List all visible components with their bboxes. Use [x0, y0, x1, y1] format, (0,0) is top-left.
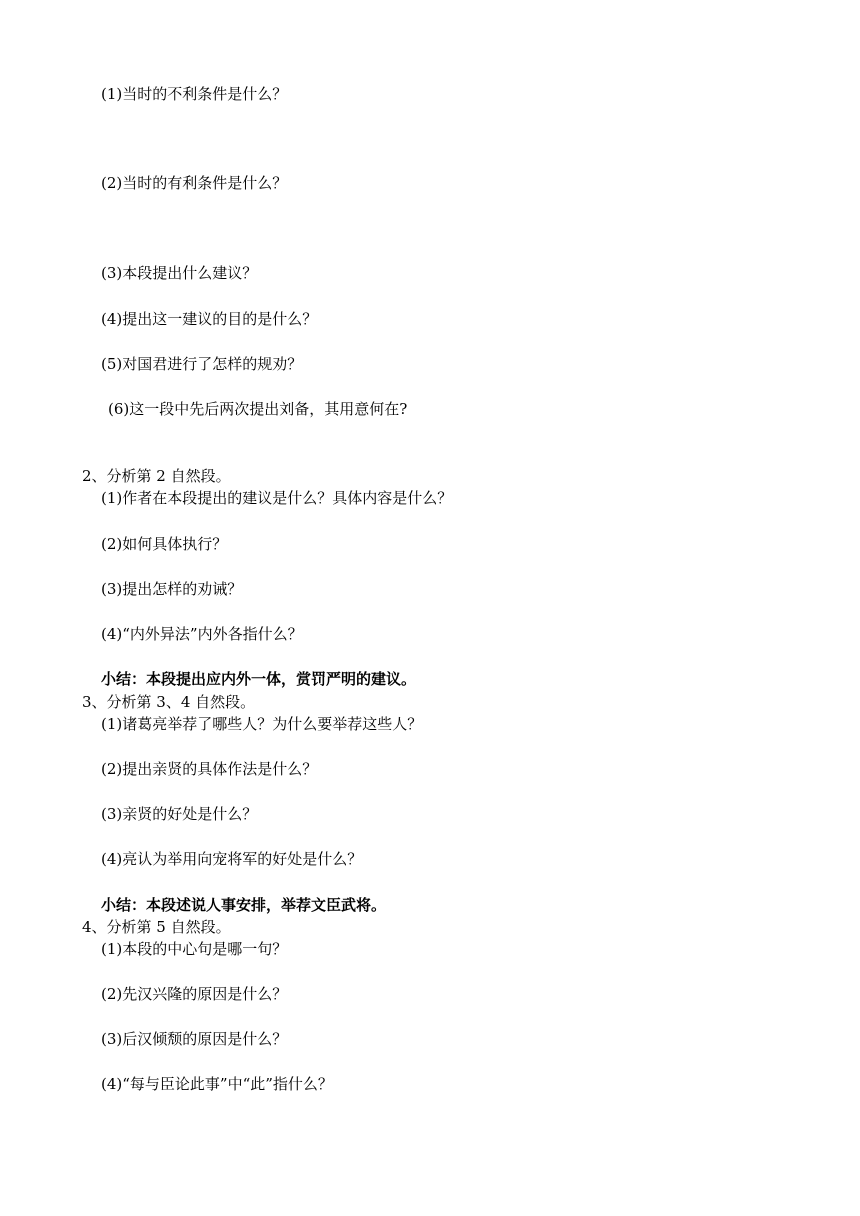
- question-2-4: (4)“内外异法”内外各指什么？: [101, 625, 303, 643]
- question-4-2: (2)先汉兴隆的原因是什么？: [101, 985, 288, 1003]
- section-2-heading: 2、分析第 2 自然段。: [82, 467, 231, 485]
- question-2-1: (1)作者在本段提出的建议是什么？具体内容是什么？: [101, 489, 453, 507]
- question-2-3: (3)提出怎样的劝诫？: [101, 580, 243, 598]
- section-3-summary: 小结：本段述说人事安排，举荐文臣武将。: [101, 896, 387, 914]
- section-2-summary: 小结：本段提出应内外一体，赏罚严明的建议。: [101, 670, 417, 688]
- question-4-4: (4)“每与臣论此事”中“此”指什么？: [101, 1075, 333, 1093]
- question-3-1: (1)诸葛亮举荐了哪些人？为什么要举荐这些人？: [101, 715, 423, 733]
- question-4-3: (3)后汉倾颓的原因是什么？: [101, 1030, 288, 1048]
- question-3-3: (3)亲贤的好处是什么？: [101, 805, 258, 823]
- question-3-2: (2)提出亲贤的具体作法是什么？: [101, 760, 318, 778]
- question-1-1: (1)当时的不利条件是什么？: [101, 85, 288, 103]
- question-3-4: (4)亮认为举用向宠将军的好处是什么？: [101, 850, 363, 868]
- question-2-2: (2)如何具体执行？: [101, 535, 228, 553]
- section-3-heading: 3、分析第 3、4 自然段。: [82, 693, 256, 711]
- question-1-2: (2)当时的有利条件是什么？: [101, 174, 288, 192]
- question-1-4: (4)提出这一建议的目的是什么？: [101, 310, 318, 328]
- question-4-1: (1)本段的中心句是哪一句？: [101, 940, 288, 958]
- question-1-5: (5)对国君进行了怎样的规劝？: [101, 355, 303, 373]
- question-1-6: (6)这一段中先后两次提出刘备，其用意何在?: [108, 400, 408, 418]
- section-4-heading: 4、分析第 5 自然段。: [82, 918, 231, 936]
- question-1-3: (3)本段提出什么建议？: [101, 264, 258, 282]
